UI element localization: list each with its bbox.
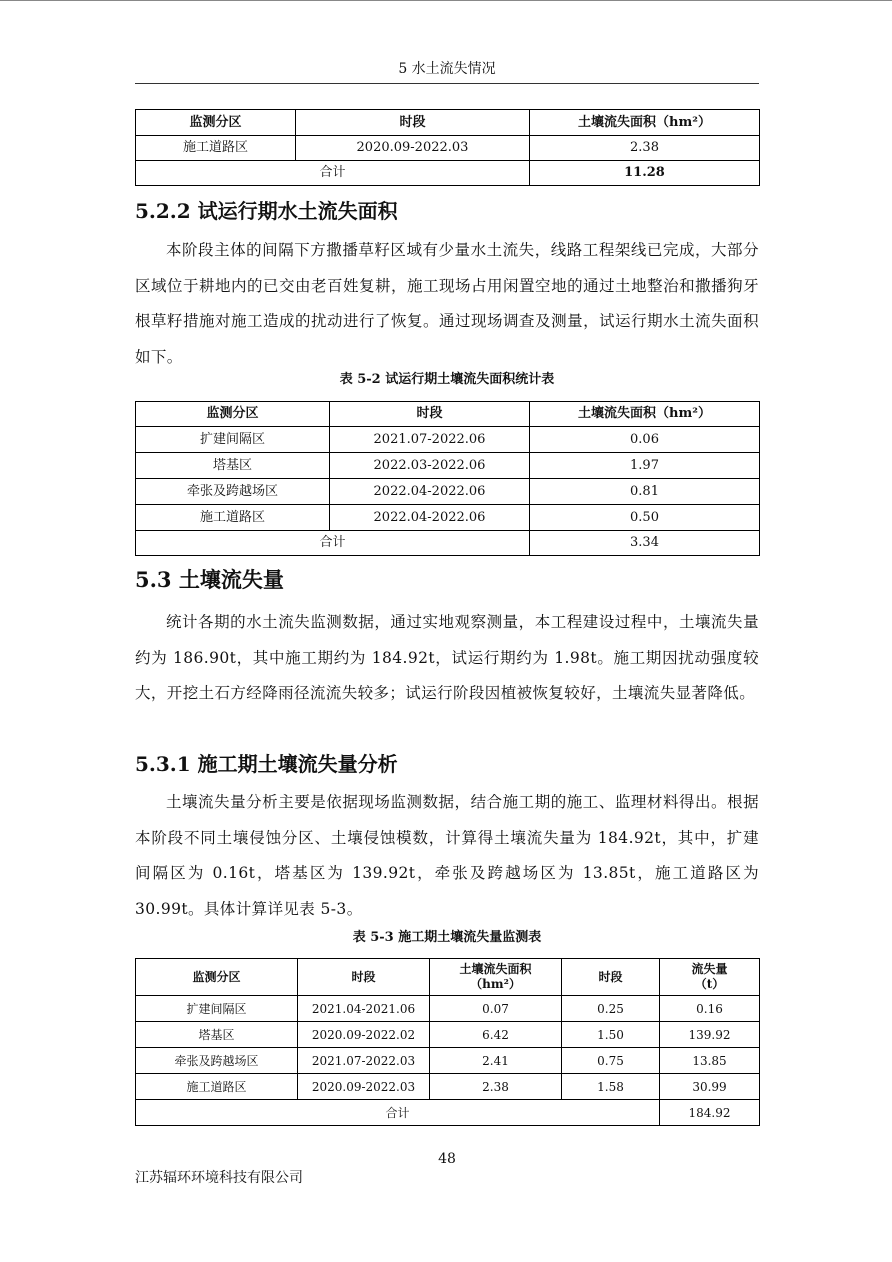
table-cell: 扩建间隔区 xyxy=(136,427,330,453)
table-cell: 0.16 xyxy=(660,996,760,1022)
table-5-2 xyxy=(135,401,760,556)
total-value: 184.92 xyxy=(660,1100,760,1126)
running-header: 5 水土流失情况 xyxy=(398,61,496,77)
header-line: 土壤流失面积 xyxy=(459,962,532,976)
header-cell: 时段 xyxy=(562,959,660,996)
header-cell: 时段 xyxy=(298,959,430,996)
table-cell: 0.50 xyxy=(530,505,760,531)
total-value: 11.28 xyxy=(530,161,760,186)
table-cell: 2021.07-2022.03 xyxy=(298,1048,430,1074)
table-row xyxy=(136,1074,760,1100)
table-cell: 30.99 xyxy=(660,1074,760,1100)
body-paragraph: 本阶段主体的间隔下方撒播草籽区域有少量水土流失，线路工程架线已完成，大部分区域位于耕地内的已交由老百姓复耕，施工现场占用闲置空地的通过土地整治和撒播狗牙根草籽措施对施工造成的扰动进行了恢复。通过现场调查及测量，试运行期水土流失面积如下。 xyxy=(135,241,759,366)
table-cell: 0.07 xyxy=(430,996,562,1022)
header-cell-loss xyxy=(660,959,760,996)
table-caption-5-3: 表 5-3 施工期土壤流失量监测表 xyxy=(352,930,542,945)
table-cell: 2.38 xyxy=(430,1074,562,1100)
header-cell: 监测分区 xyxy=(136,959,298,996)
table-cell: 13.85 xyxy=(660,1048,760,1074)
header-rule xyxy=(135,83,759,84)
header-cell: 监测分区 xyxy=(136,402,330,427)
table-cell: 2020.09-2022.03 xyxy=(298,1074,430,1100)
table-cell: 0.06 xyxy=(530,427,760,453)
total-label: 合计 xyxy=(136,531,530,556)
body-paragraph: 统计各期的水土流失监测数据，通过实地观察测量，本工程建设过程中，土壤流失量约为 186.90t，其中施工期约为 184.92t，试运行期约为 1.98t。施工期因扰动强度较大，开挖土石方经降雨径流流失较多；试运行阶段因植被恢复较好，土壤流失显著降低。 xyxy=(135,613,759,702)
table-caption-5-2: 表 5-2 试运行期土壤流失面积统计表 xyxy=(339,372,555,387)
table-total-row xyxy=(136,161,760,186)
table-total-row xyxy=(136,531,760,556)
table-cell: 0.75 xyxy=(562,1048,660,1074)
header-unit: （t） xyxy=(694,977,725,991)
table-row xyxy=(136,427,760,453)
table-cell: 1.50 xyxy=(562,1022,660,1048)
body-paragraph: 土壤流失量分析主要是依据现场监测数据，结合施工期的施工、监理材料得出。根据本阶段不同土壤侵蚀分区、土壤侵蚀模数，计算得土壤流失量为 184.92t，其中，扩建间隔区为 0.16t，塔基区为 139.92t，牵张及跨越场区为 13.85t，施工道路区为 30.99t。具体计算详见表 5-3。 xyxy=(135,793,759,918)
table-cell: 2.38 xyxy=(530,136,760,161)
table-cell: 0.25 xyxy=(562,996,660,1022)
page-number: 48 xyxy=(438,1151,456,1167)
footer-company: 江苏辐环环境科技有限公司 xyxy=(135,1170,303,1186)
total-value: 3.34 xyxy=(530,531,760,556)
section-heading-5-2-2: 5.2.2 试运行期水土流失面积 xyxy=(135,199,398,223)
table-5-1-continued xyxy=(135,109,760,186)
table-header-row xyxy=(136,402,760,427)
header-cell: 监测分区 xyxy=(136,110,296,136)
header-cell: 土壤流失面积（hm²） xyxy=(530,110,760,136)
table-cell: 2.41 xyxy=(430,1048,562,1074)
table-cell: 1.97 xyxy=(530,453,760,479)
table-cell: 139.92 xyxy=(660,1022,760,1048)
header-cell: 土壤流失面积（hm²） xyxy=(530,402,760,427)
table-cell: 0.81 xyxy=(530,479,760,505)
table-5-3 xyxy=(135,958,760,1126)
table-header-row xyxy=(136,110,760,136)
table-row xyxy=(136,479,760,505)
table-header-row xyxy=(136,959,760,996)
table-row xyxy=(136,453,760,479)
table-cell: 施工道路区 xyxy=(136,136,296,161)
total-label: 合计 xyxy=(136,161,530,186)
table-cell: 2020.09-2022.02 xyxy=(298,1022,430,1048)
table-cell: 塔基区 xyxy=(136,1022,298,1048)
table-cell: 施工道路区 xyxy=(136,1074,298,1100)
table-cell: 扩建间隔区 xyxy=(136,996,298,1022)
table-row xyxy=(136,996,760,1022)
table-cell: 牵张及跨越场区 xyxy=(136,1048,298,1074)
section-heading-5-3-1: 5.3.1 施工期土壤流失量分析 xyxy=(135,752,398,776)
header-line: 流失量 xyxy=(691,962,728,976)
header-cell: 时段 xyxy=(330,402,530,427)
table-row xyxy=(136,1022,760,1048)
header-cell-area xyxy=(430,959,562,996)
table-cell: 塔基区 xyxy=(136,453,330,479)
table-cell: 2022.04-2022.06 xyxy=(330,479,530,505)
section-heading-5-3: 5.3 土壤流失量 xyxy=(135,567,284,592)
header-cell: 时段 xyxy=(296,110,530,136)
table-cell: 2021.07-2022.06 xyxy=(330,427,530,453)
table-cell: 2022.03-2022.06 xyxy=(330,453,530,479)
table-row xyxy=(136,505,760,531)
table-cell: 施工道路区 xyxy=(136,505,330,531)
header-unit: （hm²） xyxy=(470,977,521,991)
table-cell: 牵张及跨越场区 xyxy=(136,479,330,505)
table-cell: 6.42 xyxy=(430,1022,562,1048)
table-row xyxy=(136,1048,760,1074)
table-cell: 2020.09-2022.03 xyxy=(296,136,530,161)
table-cell: 2021.04-2021.06 xyxy=(298,996,430,1022)
table-cell: 1.58 xyxy=(562,1074,660,1100)
table-cell: 2022.04-2022.06 xyxy=(330,505,530,531)
page-top-border xyxy=(0,0,892,1)
table-total-row xyxy=(136,1100,760,1126)
table-row xyxy=(136,136,760,161)
total-label: 合计 xyxy=(136,1100,660,1126)
